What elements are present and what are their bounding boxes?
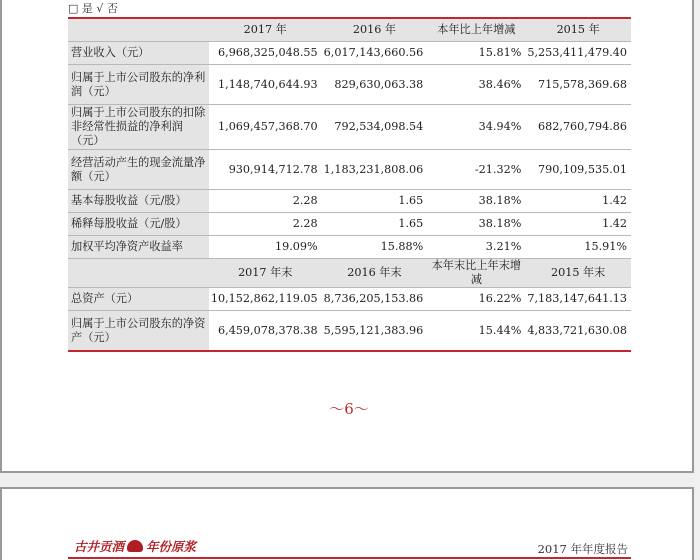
cell-2015: 790,109,535.01 (525, 150, 631, 190)
cell-change: 38.46% (427, 65, 525, 105)
header-cell: 2016 年末 (322, 259, 428, 288)
cell-2017: 19.09% (209, 236, 322, 259)
table-row (68, 65, 631, 105)
cell-2016: 8,736,205,153.86 (322, 288, 428, 311)
cell-2017: 2.28 (209, 190, 322, 213)
table-row (68, 288, 631, 311)
row-label: 归属于上市公司股东的扣除非经常性损益的净利润（元） (68, 105, 209, 150)
next-page (0, 487, 694, 560)
cell-change: 15.81% (427, 42, 525, 65)
logo-text: 古井贡酒 (74, 539, 125, 554)
row-label: 加权平均净资产收益率 (68, 236, 209, 259)
cell-2015: 5,253,411,479.40 (525, 42, 631, 65)
cell-2016: 5,595,121,383.96 (322, 311, 428, 352)
footer-divider (68, 557, 631, 559)
row-label: 经营活动产生的现金流量净额（元） (68, 150, 209, 190)
header-cell: 2015 年 (525, 18, 631, 42)
cell-2016: 829,630,063.38 (322, 65, 428, 105)
header-cell: 2015 年末 (525, 259, 631, 288)
row-label: 营业收入（元） (68, 42, 209, 65)
row-label: 稀释每股收益（元/股） (68, 213, 209, 236)
cell-change: 16.22% (427, 288, 525, 311)
header-cell: 本年比上年增减 (427, 18, 525, 42)
cell-2015: 15.91% (525, 236, 631, 259)
cell-change: 34.94% (427, 105, 525, 150)
cell-2017: 6,459,078,378.38 (209, 311, 322, 352)
table-row (68, 150, 631, 190)
logo-text-2: 年份原浆 (146, 539, 197, 554)
header-cell (68, 18, 209, 42)
cell-2017: 1,069,457,368.70 (209, 105, 322, 150)
cell-2017: 6,968,325,048.55 (209, 42, 322, 65)
company-logo (74, 537, 196, 555)
cell-2017: 1,148,740,644.93 (209, 65, 322, 105)
table-row (68, 236, 631, 259)
header-cell (68, 259, 209, 288)
cell-2015: 1.42 (525, 190, 631, 213)
table-row (68, 105, 631, 150)
row-label: 归属于上市公司股东的净利润（元） (68, 65, 209, 105)
cell-2015: 715,578,369.68 (525, 65, 631, 105)
logo-emblem-icon (127, 540, 143, 552)
cell-2015: 682,760,794.86 (525, 105, 631, 150)
cell-2016: 1.65 (322, 213, 428, 236)
cell-2017: 10,152,862,119.05 (209, 288, 322, 311)
cell-2016: 1,183,231,808.06 (322, 150, 428, 190)
table-header-row (68, 259, 631, 288)
cell-change: 38.18% (427, 213, 525, 236)
cell-2017: 2.28 (209, 213, 322, 236)
cell-change: 38.18% (427, 190, 525, 213)
cell-change: 15.44% (427, 311, 525, 352)
page-number: ～6～ (329, 400, 369, 418)
cell-2015: 4,833,721,630.08 (525, 311, 631, 352)
header-cell: 2017 年 (209, 18, 322, 42)
header-cell: 2017 年末 (209, 259, 322, 288)
row-label: 归属于上市公司股东的净资产（元） (68, 311, 209, 352)
table-header-row (68, 18, 631, 42)
cell-change: -21.32% (427, 150, 525, 190)
table-row (68, 190, 631, 213)
table-row (68, 213, 631, 236)
cell-2016: 792,534,098.54 (322, 105, 428, 150)
row-label: 总资产（元） (68, 288, 209, 311)
cell-2017: 930,914,712.78 (209, 150, 322, 190)
header-cell: 本年末比上年末增减 (427, 259, 525, 288)
header-cell: 2016 年 (322, 18, 428, 42)
report-title: 2017 年年度报告 (537, 542, 628, 556)
cell-2015: 1.42 (525, 213, 631, 236)
cell-2016: 15.88% (322, 236, 428, 259)
cell-change: 3.21% (427, 236, 525, 259)
table-row (68, 42, 631, 65)
table-row (68, 311, 631, 352)
row-label: 基本每股收益（元/股） (68, 190, 209, 213)
cell-2016: 6,017,143,660.56 (322, 42, 428, 65)
financial-table (68, 17, 631, 352)
cell-2016: 1.65 (322, 190, 428, 213)
cell-2015: 7,183,147,641.13 (525, 288, 631, 311)
top-option-text: □ 是 √ 否 (68, 2, 118, 15)
